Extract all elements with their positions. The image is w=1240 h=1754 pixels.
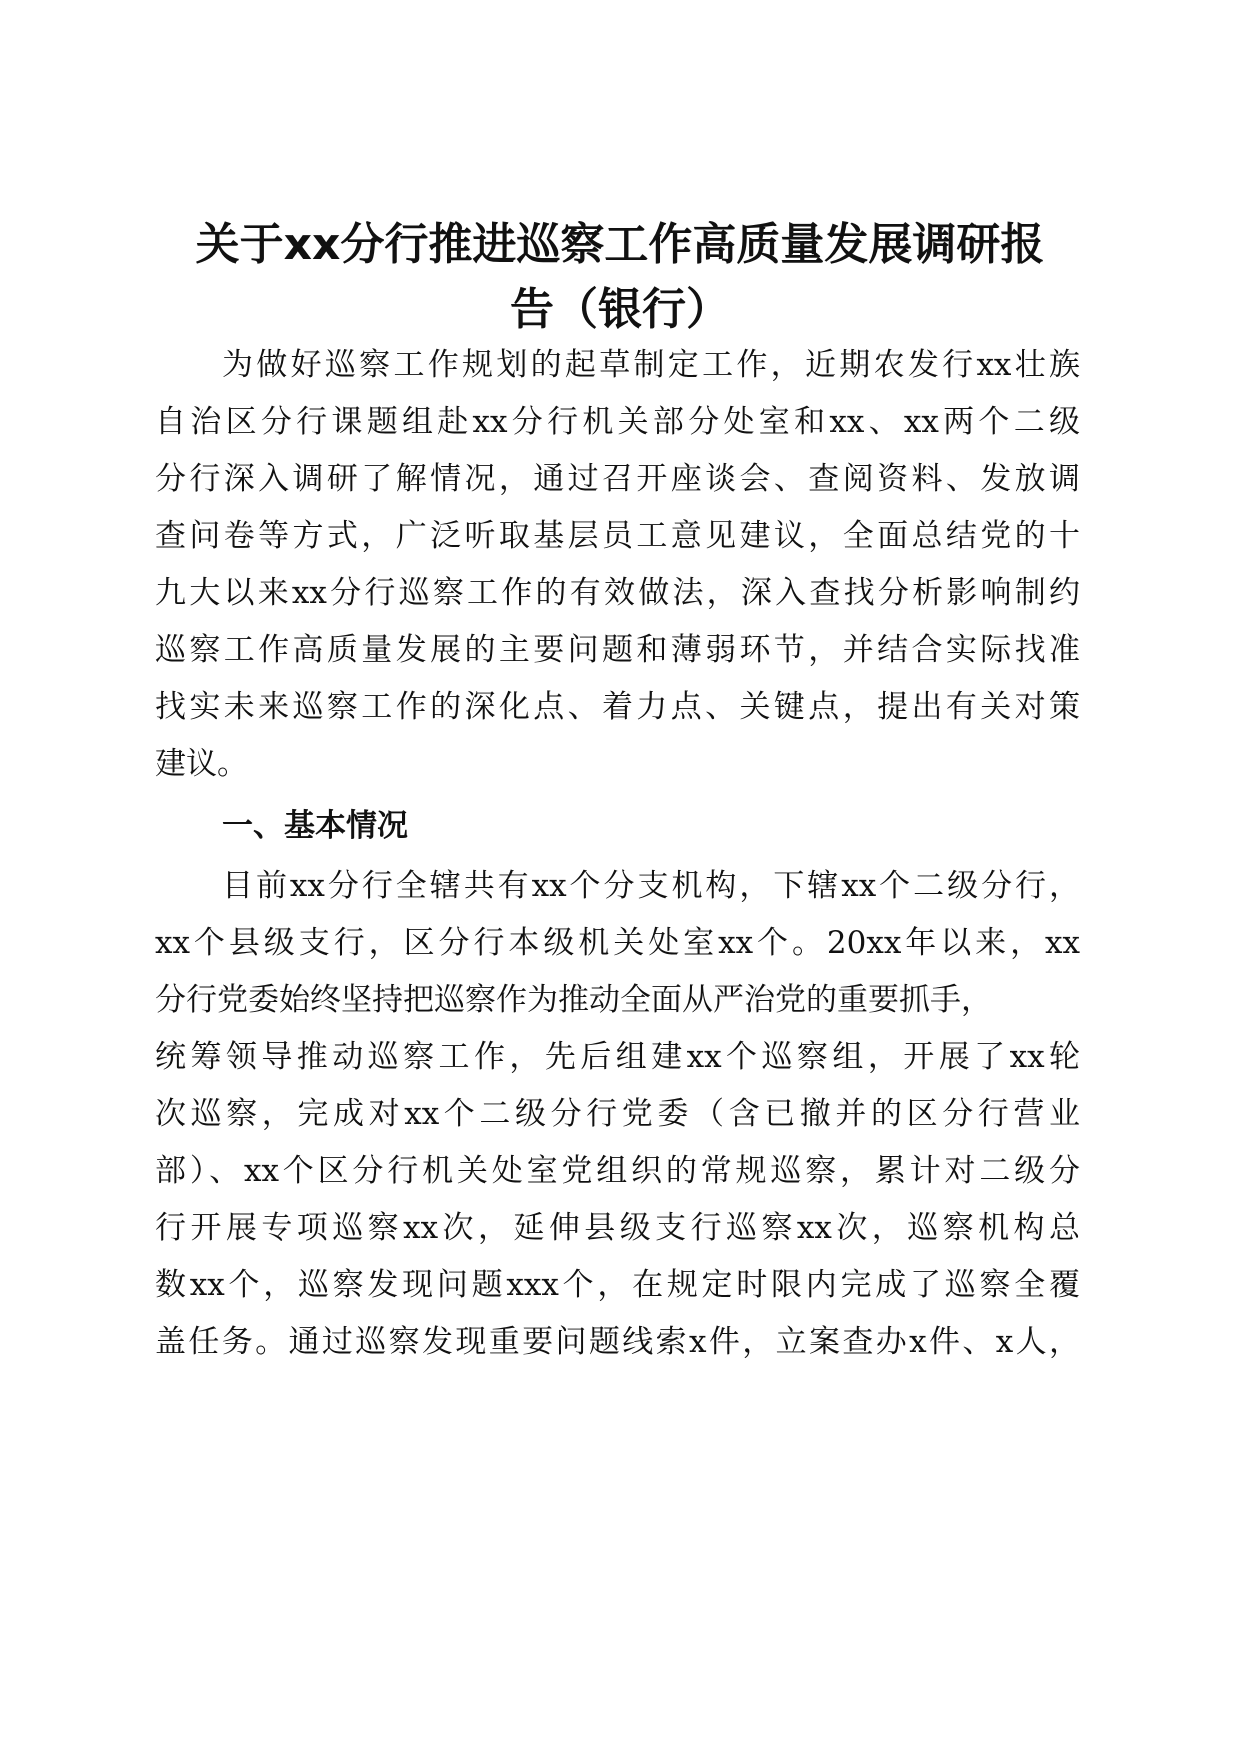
section-line: xx个县级支行，区分行本级机关处室xx个。20xx年以来，xx	[155, 925, 1080, 961]
section-line: 行开展专项巡察xx次，延伸县级支行巡察xx次，巡察机构总	[155, 1210, 1080, 1246]
document-title-line-2: 告（银行）	[510, 284, 730, 335]
intro-line: 找实未来巡察工作的深化点、着力点、关键点，提出有关对策	[155, 689, 1080, 725]
section-line: 分行党委始终坚持把巡察作为推动全面从严治党的重要抓手，	[155, 982, 992, 1018]
intro-line: 建议。	[155, 746, 248, 782]
section-line: 盖任务。通过巡察发现重要问题线索x件，立案查办x件、x人，	[155, 1324, 1080, 1360]
intro-line: 查问卷等方式，广泛听取基层员工意见建议，全面总结党的十	[155, 518, 1080, 554]
section-line: 数xx个，巡察发现问题xxx个，在规定时限内完成了巡察全覆	[155, 1267, 1080, 1303]
intro-line: 九大以来xx分行巡察工作的有效做法，深入查找分析影响制约	[155, 575, 1080, 611]
intro-line: 分行深入调研了解情况，通过召开座谈会、查阅资料、发放调	[155, 461, 1080, 497]
section-line: 部）、xx个区分行机关处室党组织的常规巡察，累计对二级分	[155, 1153, 1080, 1189]
intro-line: 自治区分行课题组赴xx分行机关部分处室和xx、xx两个二级	[155, 404, 1080, 440]
section-heading-basic-situation: 一、基本情况	[222, 808, 408, 844]
section-line: 目前xx分行全辖共有xx个分支机构，下辖xx个二级分行，	[222, 868, 1080, 904]
intro-line: 巡察工作高质量发展的主要问题和薄弱环节，并结合实际找准	[155, 632, 1080, 668]
intro-line: 为做好巡察工作规划的起草制定工作，近期农发行xx壮族	[222, 347, 1080, 383]
section-line: 统筹领导推动巡察工作，先后组建xx个巡察组，开展了xx轮	[155, 1039, 1080, 1075]
document-title-line-1: 关于xx分行推进巡察工作高质量发展调研报	[195, 219, 1045, 270]
section-line: 次巡察，完成对xx个二级分行党委（含已撤并的区分行营业	[155, 1096, 1080, 1132]
